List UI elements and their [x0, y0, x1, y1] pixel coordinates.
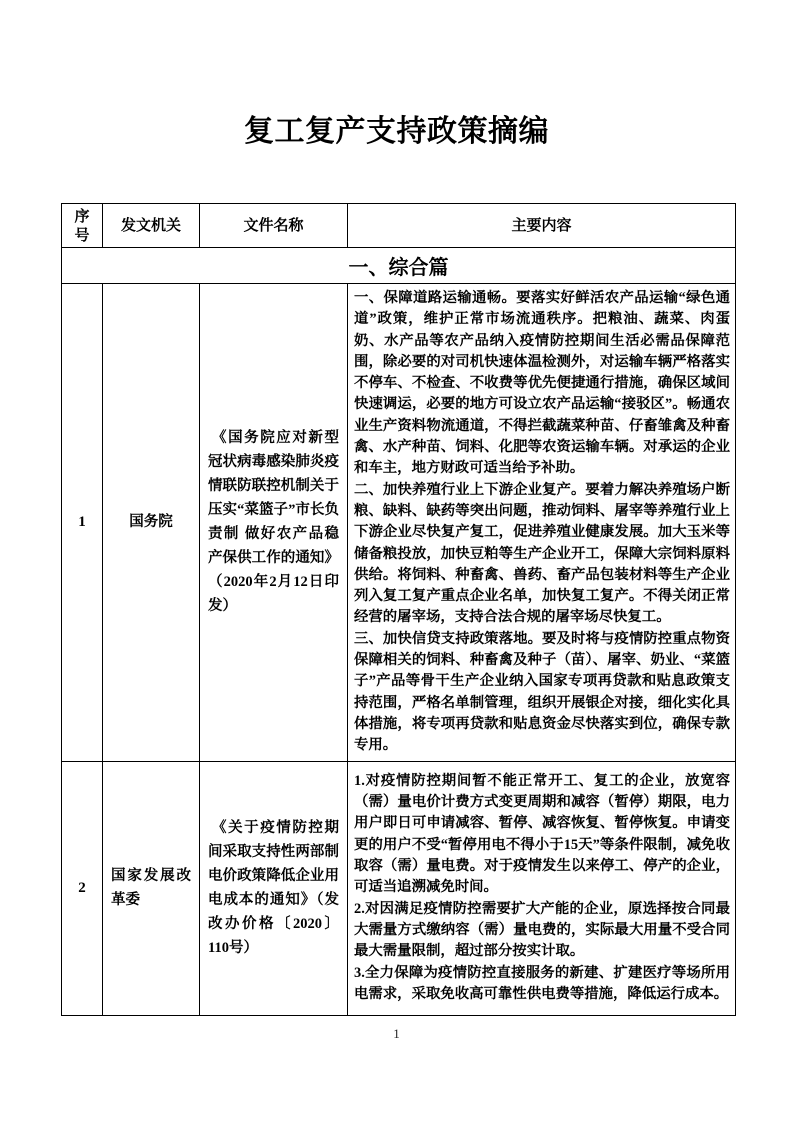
row-index: 2	[62, 761, 103, 1015]
row-agency: 国家发展改革委	[103, 761, 200, 1015]
section-row	[62, 248, 736, 284]
doc-title-text: 《国务院应对新型冠状病毒感染肺炎疫情联防联控机制关于压实“菜篮子”市长负责制 做好农产品稳产保供工作的通知》（2020年2月12日印发）	[208, 430, 339, 615]
col-header-index: 序号	[62, 204, 103, 248]
content-paragraph: 3.全力保障为疫情防控直接服务的新建、扩建医疗等场所用电需求，采取免收高可靠性供电费等措施，降低运行成本。	[354, 964, 730, 1002]
page-number: 1	[393, 1026, 400, 1041]
content-paragraph: 1.对疫情防控期间暂不能正常开工、复工的企业，放宽容（需）量电价计费方式变更周期和减容（暂停）期限，电力用户即日可申请减容、暂停、减容恢复、暂停恢复。申请变更的用户不受“暂停用电不得小于15天”等条件限制，减免收取容（需）量电费。对于疫情发生以来停工、停产的企业，可适当追溯减免时间。	[354, 772, 730, 896]
row-doc-title	[200, 284, 348, 762]
section-title: 一、综合篇	[62, 248, 736, 284]
row-doc-title	[200, 761, 348, 1015]
col-header-doc-name: 文件名称	[200, 204, 348, 248]
row-agency: 国务院	[103, 284, 200, 762]
content-paragraph: 2.对因满足疫情防控需要扩大产能的企业，原选择按合同最大需量方式缴纳容（需）量电费的，实际最大用量不受合同最大需量限制，超过部分按实计取。	[354, 900, 730, 960]
page-title: 复工复产支持政策摘编	[244, 115, 549, 148]
content-paragraph: 三、加快信贷支持政策落地。要及时将与疫情防控重点物资保障相关的饲料、种畜禽及种子（苗）、屠宰、奶业、“菜篮子”产品等骨干生产企业纳入国家专项再贷款和贴息政策支持范围，严格名单制管理，组织开展银企对接，细化实化具体措施，将专项再贷款和贴息资金尽快落实到位，确保专款专用。	[354, 630, 730, 754]
doc-title-text: 《关于疫情防控期间采取支持性两部制电价政策降低企业用电成本的通知》（发改办价格〔2020〕110号）	[208, 820, 339, 957]
table-row	[62, 284, 736, 762]
row-index: 1	[62, 284, 103, 762]
table-row	[62, 761, 736, 1015]
row-main-content	[348, 761, 736, 1015]
col-header-agency: 发文机关	[103, 204, 200, 248]
content-paragraph: 一、保障道路运输通畅。要落实好鲜活农产品运输“绿色通道”政策，维护正常市场流通秩序。把粮油、蔬菜、肉蛋奶、水产品等农产品纳入疫情防控期间生活必需品保障范围，除必要的对司机快速体温检测外，对运输车辆严格落实不停车、不检查、不收费等优先便捷通行措施，确保区域间快速调运，必要的地方可设立农产品运输“接驳区”。畅通农业生产资料物流通道，不得拦截蔬菜种苗、仔畜雏禽及种畜禽、水产种苗、饲料、化肥等农资运输车辆。对承运的企业和车主，地方财政可适当给予补助。	[354, 290, 730, 477]
content-paragraph: 二、加快养殖行业上下游企业复产。要着力解决养殖场户断粮、缺料、缺药等突出问题，推动饲料、屠宰等养殖行业上下游企业尽快复产复工，促进养殖业健康发展。加大玉米等储备粮投放，加快豆粕等生产企业开工，保障大宗饲料原料供给。将饲料、种畜禽、兽药、畜产品包装材料等生产企业列入复工复产重点企业名单，加快复工复产。不得关闭正常经营的屠宰场，支持合法合规的屠宰场尽快复工。	[354, 481, 730, 626]
col-header-main-content: 主要内容	[348, 204, 736, 248]
row-main-content	[348, 284, 736, 762]
table-header-row	[62, 204, 736, 248]
policy-table	[61, 203, 736, 1016]
